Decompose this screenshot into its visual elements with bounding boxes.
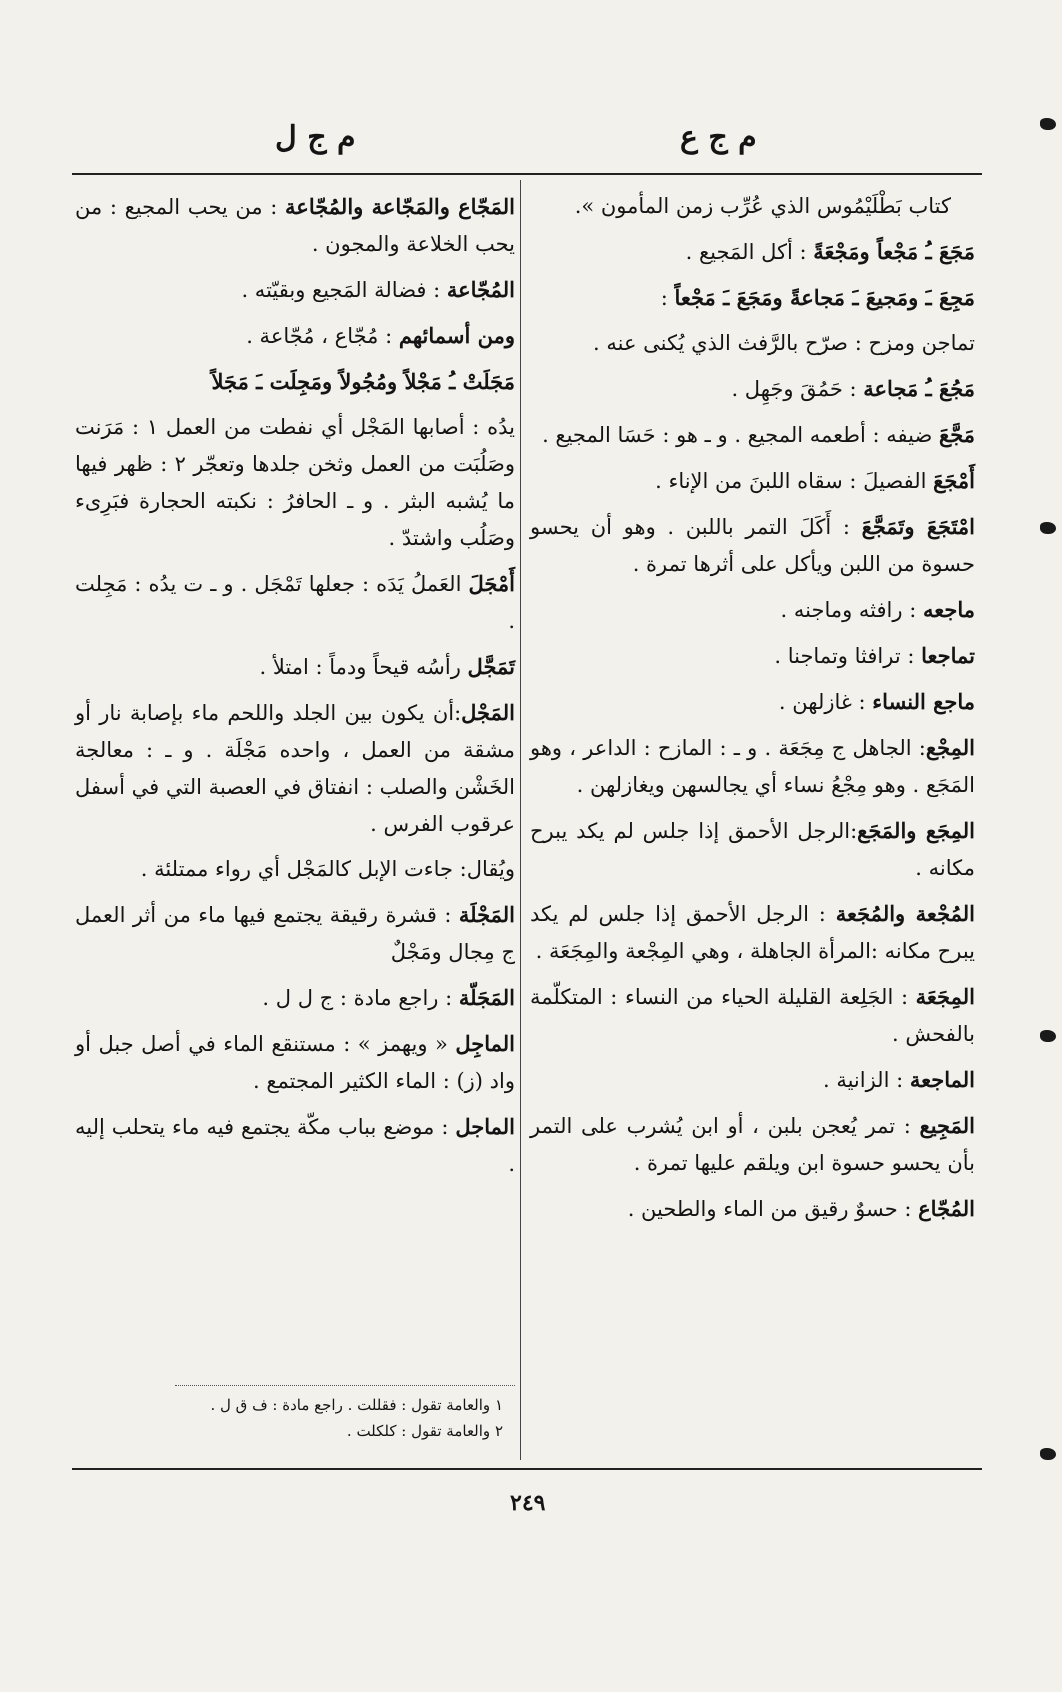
entry-definition: : مُجّاع ، مُجّاعة .: [246, 324, 399, 348]
left-column: [75, 188, 515, 1191]
entry-headword: ماجع النساء: [872, 689, 975, 714]
entry-definition: : أَكَلَ التمر باللبن . وهو أن يحسو حسوة من اللبن ويأكل على أثرها تمرة .: [530, 515, 975, 576]
right-column: [530, 188, 975, 1236]
dictionary-entry: [75, 1108, 515, 1183]
dictionary-entry: [530, 1061, 975, 1099]
entry-definition: : حَمُقَ وجَهِل .: [731, 377, 864, 401]
header-root-right: م ج ع: [680, 120, 757, 155]
dictionary-entry: [530, 1190, 975, 1228]
entry-definition: :الرجل الأحمق إذا جلس لم يكد يبرح مكانه .: [530, 819, 975, 880]
entry-headword: تَمَجَّل: [467, 654, 515, 679]
dictionary-entry: [530, 508, 975, 583]
dictionary-entry: [75, 979, 515, 1017]
entry-definition: : من يحب المجيع : من يحب الخلاعة والمجون .: [75, 195, 515, 256]
footnote-separator: [175, 1385, 515, 1386]
margin-mark: [1040, 522, 1056, 534]
dictionary-entry: [530, 416, 975, 454]
dictionary-entry: [75, 188, 515, 263]
entry-headword: المَجّاع والمَجّاعة والمُجّاعة: [285, 194, 515, 219]
entry-headword: مَجَّعَ: [939, 422, 975, 447]
column-separator: [520, 180, 521, 1460]
entry-headword: المَجَلّة: [458, 985, 515, 1010]
dictionary-entry: [75, 565, 515, 640]
entry-headword: المُجّاعة: [446, 277, 515, 302]
dictionary-entry: [530, 683, 975, 721]
dictionary-entry: [530, 325, 975, 362]
dictionary-entry: [530, 978, 975, 1053]
margin-mark: [1040, 1448, 1056, 1460]
entry-definition: : ترافثا وتماجنا .: [774, 644, 922, 668]
dictionary-entry: [75, 317, 515, 355]
entry-headword: تماجعا: [921, 643, 975, 668]
top-rule: [72, 173, 982, 175]
dictionary-entry: [75, 409, 515, 557]
entry-headword: الماجل: [455, 1114, 515, 1139]
entry-definition: : موضع بباب مكّة يجتمع فيه ماء يتحلب إليه .: [75, 1115, 515, 1176]
dictionary-entry: [530, 591, 975, 629]
entry-definition: : قشرة رقيقة يجتمع فيها ماء من أثر العمل ج مِجال ومَجْلٌ: [75, 903, 515, 964]
entry-headword: المَجْلَة: [458, 902, 515, 927]
dictionary-entry: [530, 637, 975, 675]
entry-headword: مَجَعَ ـُ مَجْعاً ومَجْعَةً: [813, 239, 975, 264]
entry-definition: : راجع مادة : ج ل ل .: [262, 986, 459, 1010]
entry-definition: يدُه : أصابها المَجْل أي نفطت من العمل ١ : مَرَنت وصَلُبَت من العمل وثخن جلدها وتعجّر ٢ : ظهر فيها ما يُشبه البثر . و ـ الحافرُ : نكبته الحجارة فبَرِىء وصَلُب واشتدّ .: [75, 415, 515, 550]
entry-headword: الماجِل: [455, 1031, 515, 1056]
entry-headword: امْتَجَعَ وتَمَجَّعَ: [861, 514, 976, 539]
entry-definition: : تمر يُعجن بلبن ، أو ابن يُشرب على التمر بأن يحسو حسوة ابن ويلقم عليها تمرة .: [530, 1114, 975, 1175]
entry-definition: : رافثه وماجنه .: [780, 598, 923, 622]
entry-definition: :أن يكون بين الجلد واللحم ماء بإصابة نار أو مشقة من العمل ، واحده مَجْلَة . و ـ : معالجة الخَشْن والصلب : انفتاق في العصبة التي في أسفل عرقوب الفرس .: [75, 701, 515, 836]
dictionary-entry: [530, 729, 975, 804]
entry-definition: : غازلهن .: [778, 690, 873, 714]
page-number: ٢٤٩: [510, 1490, 546, 1516]
footnote: ٢ والعامة تقول : كلكلت .: [346, 1422, 503, 1440]
dictionary-entry: [75, 694, 515, 843]
dictionary-entry: [75, 851, 515, 888]
entry-headword: المِجْع: [925, 735, 975, 760]
entry-headword: ماجعه: [922, 597, 975, 622]
entry-definition: : أكل المَجيع .: [685, 240, 814, 264]
footnote: ١ والعامة تقول : فقللت . راجع مادة : ف ق ل .: [210, 1396, 503, 1414]
dictionary-entry: [75, 648, 515, 686]
entry-headword: الماجعة: [909, 1067, 975, 1092]
dictionary-entry: [530, 279, 975, 317]
footnotes: [75, 1392, 515, 1444]
entry-definition: : الجاهل ج مِجَعَة . و ـ : المازح : الداعر ، وهو المَجَع . وهو مِجْعُ نساء أي يجالسهن ويغازلهن .: [530, 736, 975, 797]
entry-headword: المِجَعَة: [915, 984, 975, 1009]
bottom-rule: [72, 1468, 982, 1470]
dictionary-entry: [530, 895, 975, 970]
dictionary-entry: [75, 271, 515, 309]
entry-headword: المَجْل: [461, 700, 515, 725]
margin-mark: [1040, 118, 1056, 130]
entry-definition: ضيفه : أطعمه المجيع . و ـ هو : حَسَا المجيع .: [542, 423, 940, 447]
entry-headword: مَجُعَ ـُ مَجاعة: [863, 376, 975, 401]
entry-headword: مَجِعَ ـَ ومَجيعَ ـَ مَجاعةً ومَجَعَ ـَ مَجْعاً: [674, 285, 975, 310]
entry-definition: : فضالة المَجيع وبقيّته .: [241, 278, 447, 302]
entry-headword: ومن أسمائهم: [398, 323, 515, 348]
entry-definition: :: [660, 286, 675, 310]
entry-headword: أَمْجَلَ: [468, 571, 515, 596]
margin-mark: [1040, 1030, 1056, 1042]
entry-definition: : الرجل الأحمق إذا جلس لم يكد يبرح مكانه :المرأة الجاهلة ، وهي المِجْعة والمِجَعَة .: [530, 902, 975, 963]
entry-headword: المُجّاع: [918, 1196, 975, 1221]
entry-headword: المِجَع والمَجَع: [857, 818, 976, 843]
dictionary-entry: [530, 1107, 975, 1182]
entry-definition: : الجَلِعة القليلة الحياء من النساء : المتكلّمة بالفحش .: [530, 985, 975, 1046]
dictionary-entry: [530, 462, 975, 500]
entry-headword: أَمْجَعَ: [933, 468, 975, 493]
entry-definition: تماجن ومزح : صرّح بالرَّفث الذي يُكنى عنه .: [593, 331, 975, 355]
dictionary-entry: [75, 363, 515, 401]
entry-definition: : حسوٌ رقيق من الماء والطحين .: [627, 1197, 919, 1221]
dictionary-entry: [530, 188, 975, 225]
entry-definition: : الزانية .: [822, 1068, 910, 1092]
entry-definition: « ويهمز » : مستنقع الماء في أصل جبل أو واد (ز) : الماء الكثير المجتمع .: [75, 1032, 515, 1093]
dictionary-entry: [530, 233, 975, 271]
dictionary-entry: [530, 812, 975, 887]
entry-definition: ويُقال: جاءت الإبل كالمَجْل أي رواء ممتلئة .: [140, 857, 515, 881]
entry-headword: مَجَلَتْ ـُ مَجْلاً ومُجُولاً ومَجِلَت ـَ مَجَلاً: [211, 369, 515, 394]
dictionary-entry: [530, 370, 975, 408]
entry-headword: المُجْعة والمُجَعة: [835, 901, 975, 926]
dictionary-entry: [75, 1025, 515, 1100]
entry-definition: رأسُه قيحاً ودماً : امتلأ .: [259, 655, 468, 679]
header-root-left: م ج ل: [275, 120, 356, 155]
entry-definition: الفصيلَ : سقاه اللبنَ من الإناء .: [655, 469, 934, 493]
dictionary-entry: [75, 896, 515, 971]
entry-definition: كتاب بَطْلَيْمُوس الذي عُرِّب زمن المأمون ».: [574, 194, 951, 218]
entry-headword: المَجِيع: [919, 1113, 975, 1138]
entry-definition: العَملُ يَدَه : جعلها تَمْجَل . و ـ ت يدُه : مَجِلت .: [75, 572, 515, 633]
